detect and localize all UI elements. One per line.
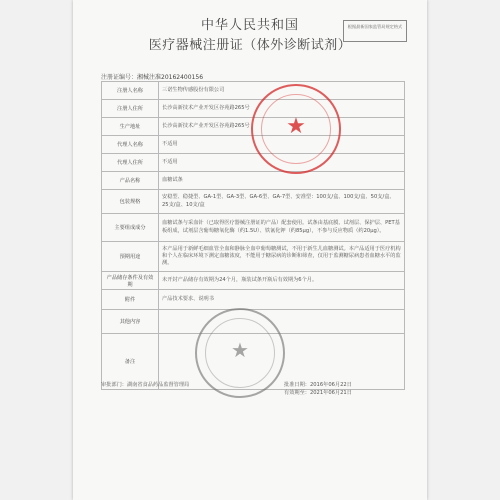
row-value: 安稳型、稳捷型、GA-1型、GA-3型、GA-6型、GA-7型、安准型：100支/盒、100支/盒、50支/盒、25支/盒、10支/盒 — [159, 190, 405, 214]
approval-label: 审批部门： — [101, 382, 127, 388]
row-value: 不适用 — [159, 136, 405, 154]
row-value: 血糖试条 — [159, 172, 405, 190]
approval-department — [101, 381, 189, 388]
row-value: 血糖试条与采血针（已取得医疗器械注册证的产品）配套使用。试条由基底膜、试剂层、保护层、PET基板组成，试剂层含葡萄糖氧化酶（约1.5U）、铁氰化钾（约85μg），不参与反应物质（约20μg）。 — [159, 214, 405, 242]
row-label: 产品储存条件及有效期 — [102, 272, 159, 290]
row-value: 长沙高新技术产业开发区谷苑路265号 — [159, 118, 405, 136]
row-label: 注册人住所 — [102, 100, 159, 118]
row-label: 主要组成成分 — [102, 214, 159, 242]
table-row — [102, 82, 405, 100]
table-row — [102, 290, 405, 310]
table-row — [102, 214, 405, 242]
table-row — [102, 172, 405, 190]
row-value: 长沙高新技术产业开发区谷苑路265号 — [159, 100, 405, 118]
row-value: 未开封产品储存有效期为24个月，瓶装试条开瓶后有效期为6个月。 — [159, 272, 405, 290]
approve-date — [284, 381, 352, 389]
row-value: 本产品用于新鲜毛细血管全血和静脉全血中葡萄糖测试，不用于新生儿血糖测试。本产品适用于医疗机构和个人在临床环境下测定血糖浓度，不能用于糖尿病的诊断和筛查，仅用于监测糖尿病患者血糖水平的监测。 — [159, 242, 405, 272]
seal-star-icon: ★ — [286, 114, 306, 139]
row-label: 代理人住所 — [102, 154, 159, 172]
approve-date-value: 2016年06月22日 — [309, 382, 352, 388]
approval-value: 湖南省食品药品监督管理局 — [126, 382, 190, 388]
red-company-seal — [251, 84, 341, 174]
row-value — [159, 310, 405, 334]
valid-until-value: 2021年06月21日 — [309, 390, 352, 396]
title-line-1: 中华人民共和国 — [200, 18, 299, 33]
table-row — [102, 190, 405, 214]
certificate-page — [73, 0, 427, 500]
approval-dates — [284, 381, 352, 397]
row-label: 生产地址 — [102, 118, 159, 136]
table-row — [102, 154, 405, 172]
row-label: 代理人名称 — [102, 136, 159, 154]
table-row — [102, 272, 405, 290]
corner-note-text: 根据最新国家监管局规定格式 — [347, 24, 403, 29]
row-value: 三诺生物传感股份有限公司 — [159, 82, 405, 100]
row-label: 备注 — [102, 334, 159, 390]
row-value: 不适用 — [159, 154, 405, 172]
row-label: 注册人名称 — [102, 82, 159, 100]
valid-until-label: 有效期至： — [284, 390, 310, 396]
registration-number — [101, 72, 203, 81]
row-label: 附件 — [102, 290, 159, 310]
row-label: 其他内容 — [102, 310, 159, 334]
approve-date-label: 批准日期： — [284, 382, 310, 388]
row-value: 产品技术要求、说明书 — [159, 290, 405, 310]
registration-number-label: 注册证编号： — [101, 74, 138, 81]
row-label: 产品名称 — [102, 172, 159, 190]
title-line-2: 医疗器械注册证（体外诊断试剂） — [148, 38, 352, 53]
approval-seal — [195, 308, 285, 398]
valid-until — [284, 389, 352, 397]
seal-star-icon: ★ — [231, 338, 249, 362]
registration-number-value: 湘械注准20162400156 — [137, 74, 204, 81]
row-label: 包装规格 — [102, 190, 159, 214]
table-row — [102, 242, 405, 272]
row-label: 预期用途 — [102, 242, 159, 272]
